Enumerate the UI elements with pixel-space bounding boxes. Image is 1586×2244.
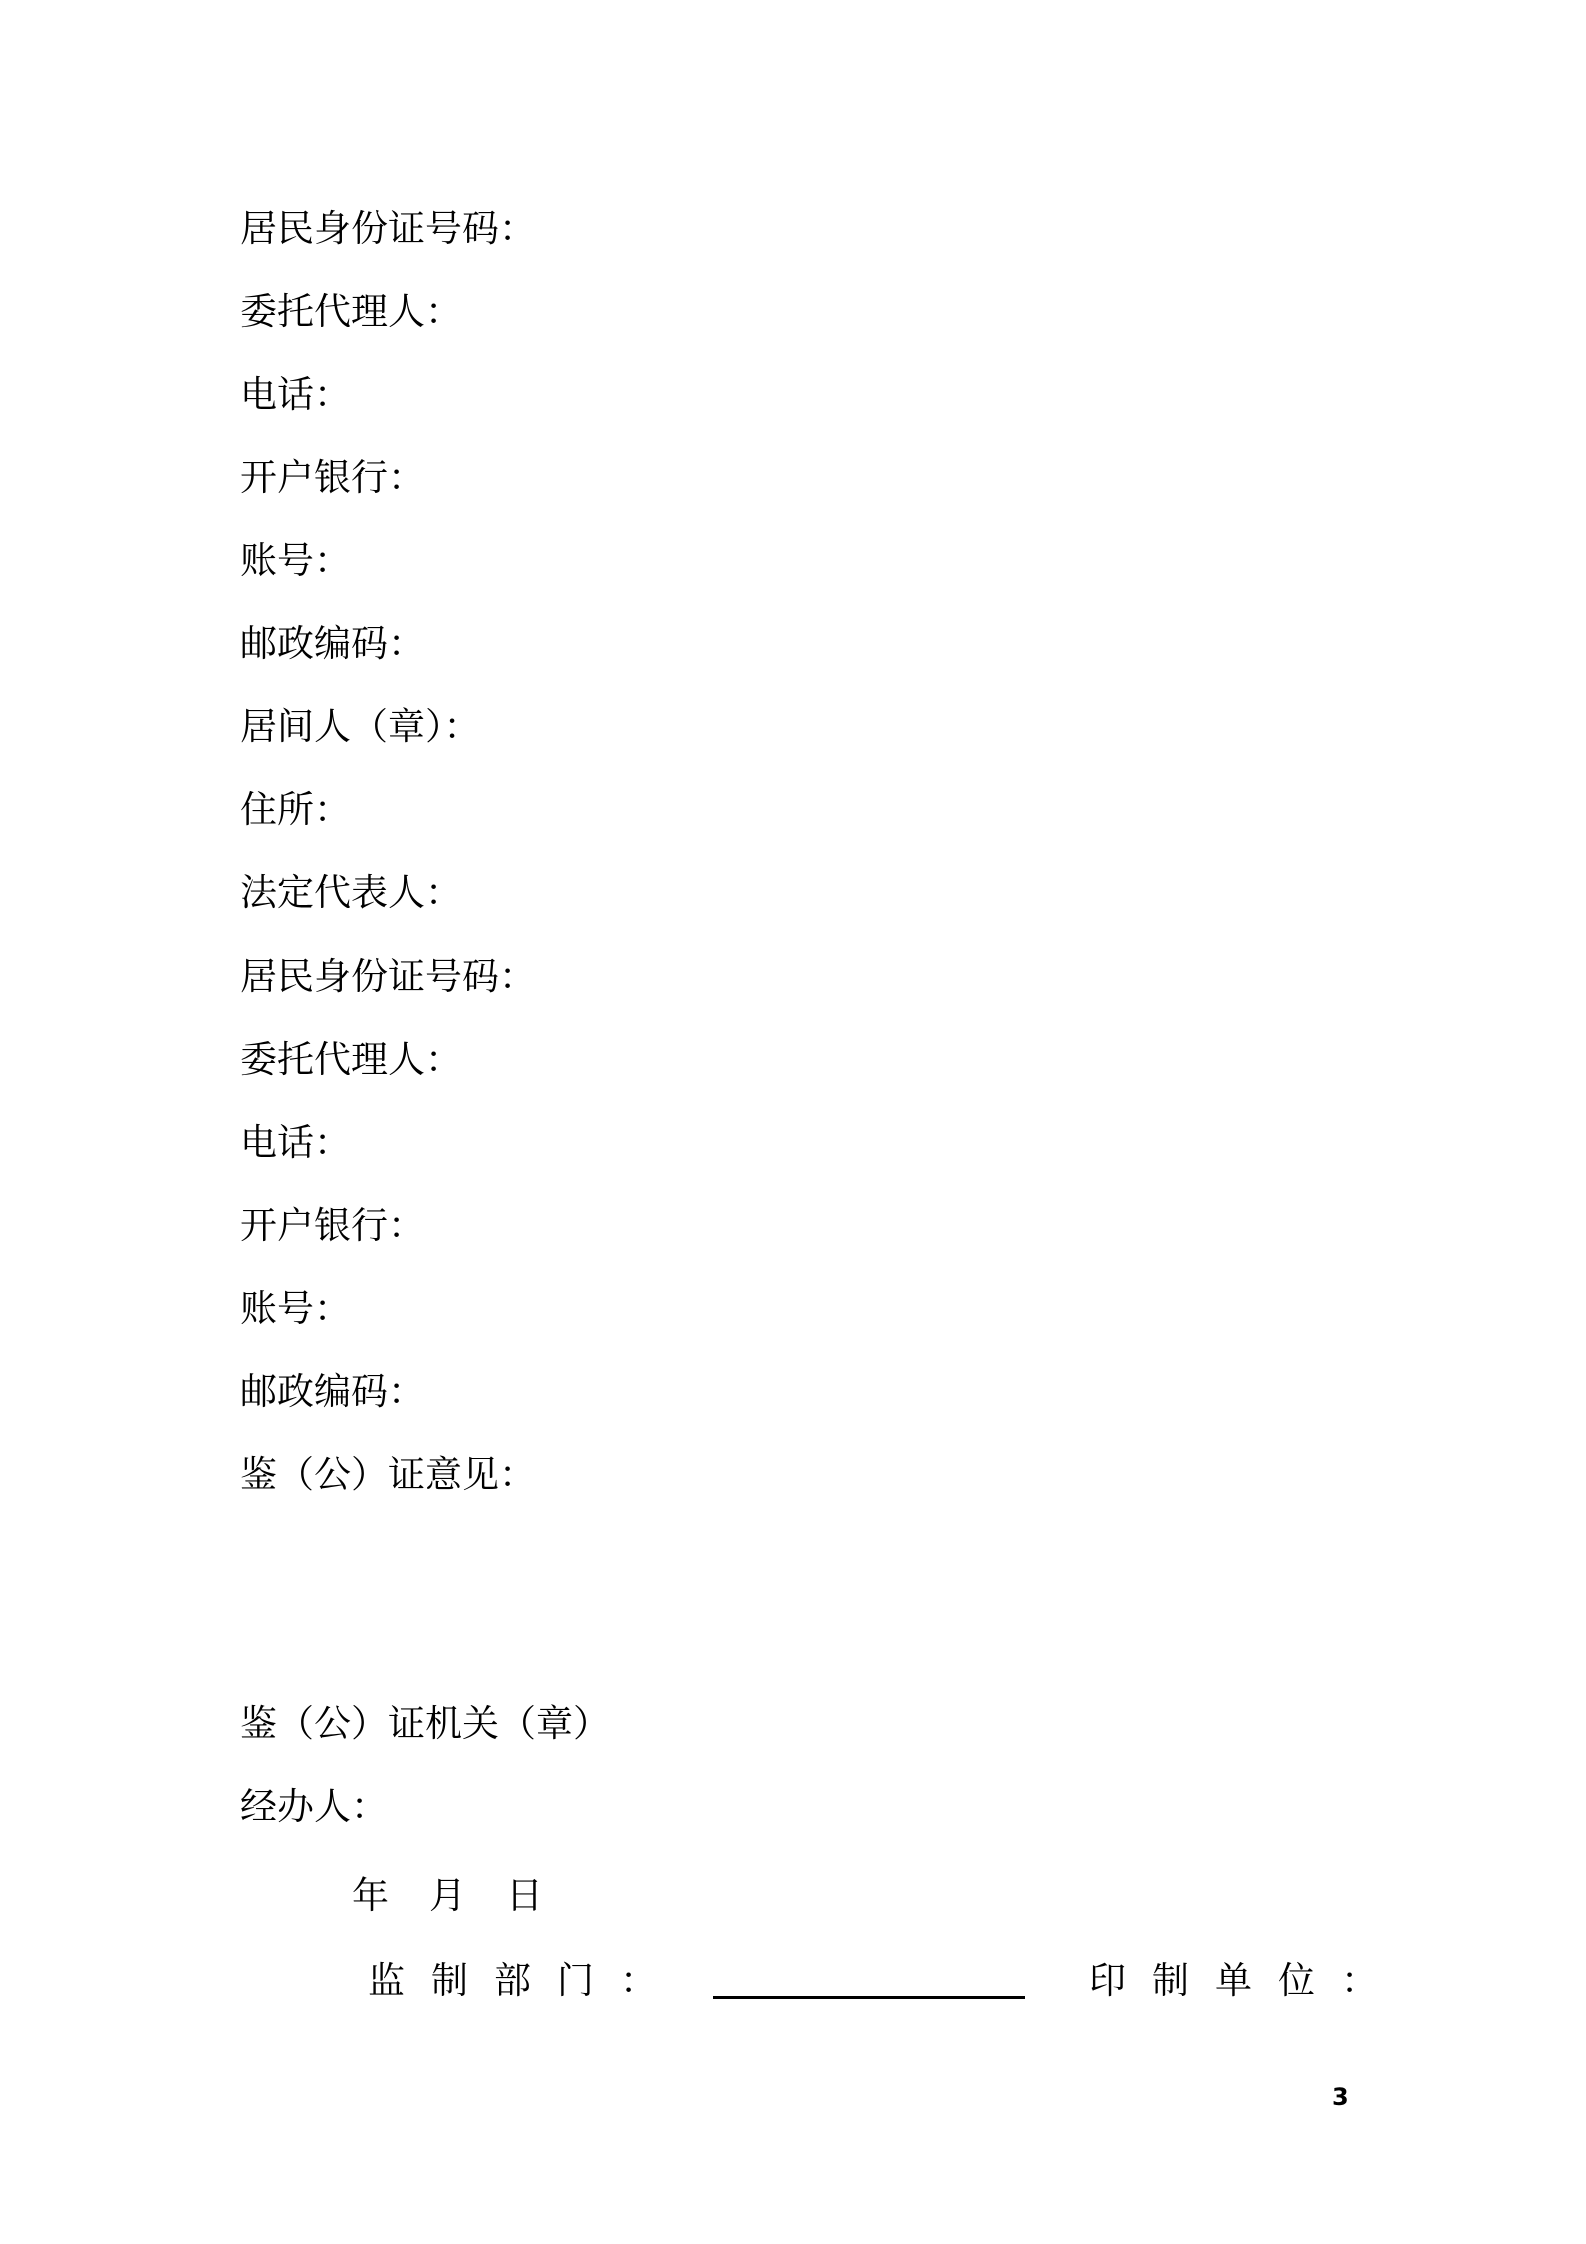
account-label-2: 账号： xyxy=(240,1287,351,1330)
supervisor-blank-line xyxy=(713,1996,1025,1999)
date-day: 日 xyxy=(506,1874,543,1917)
handler-label: 经办人： xyxy=(240,1785,388,1828)
bank-label-1: 开户银行： xyxy=(240,456,425,499)
notary-authority-seal-label: 鉴（公）证机关（章） xyxy=(240,1702,610,1745)
phone-label-1: 电话： xyxy=(240,373,351,416)
footer-line xyxy=(368,1957,1404,2005)
bank-label-2: 开户银行： xyxy=(240,1204,425,1247)
agent-label-1: 委托代理人： xyxy=(240,290,462,333)
date-month: 月 xyxy=(429,1874,466,1917)
date-year: 年 xyxy=(352,1874,389,1917)
supervisor-label: 监制部门： xyxy=(368,1959,683,2002)
postcode-label-1: 邮政编码： xyxy=(240,622,425,665)
phone-label-2: 电话： xyxy=(240,1121,351,1164)
date-line xyxy=(352,1872,543,1920)
intermediary-seal-label: 居间人（章）： xyxy=(240,705,481,748)
agent-label-2: 委托代理人： xyxy=(240,1038,462,1081)
page-number: 3 xyxy=(1332,2083,1349,2111)
id-number-label-2: 居民身份证号码： xyxy=(240,955,536,998)
id-number-label-1: 居民身份证号码： xyxy=(240,207,536,250)
printer-label: 印制单位： xyxy=(1089,1959,1404,2002)
legal-representative-label: 法定代表人： xyxy=(240,871,462,914)
postcode-label-2: 邮政编码： xyxy=(240,1370,425,1413)
address-label: 住所： xyxy=(240,788,351,831)
notarization-opinion-label: 鉴（公）证意见： xyxy=(240,1453,536,1496)
account-label-1: 账号： xyxy=(240,539,351,582)
